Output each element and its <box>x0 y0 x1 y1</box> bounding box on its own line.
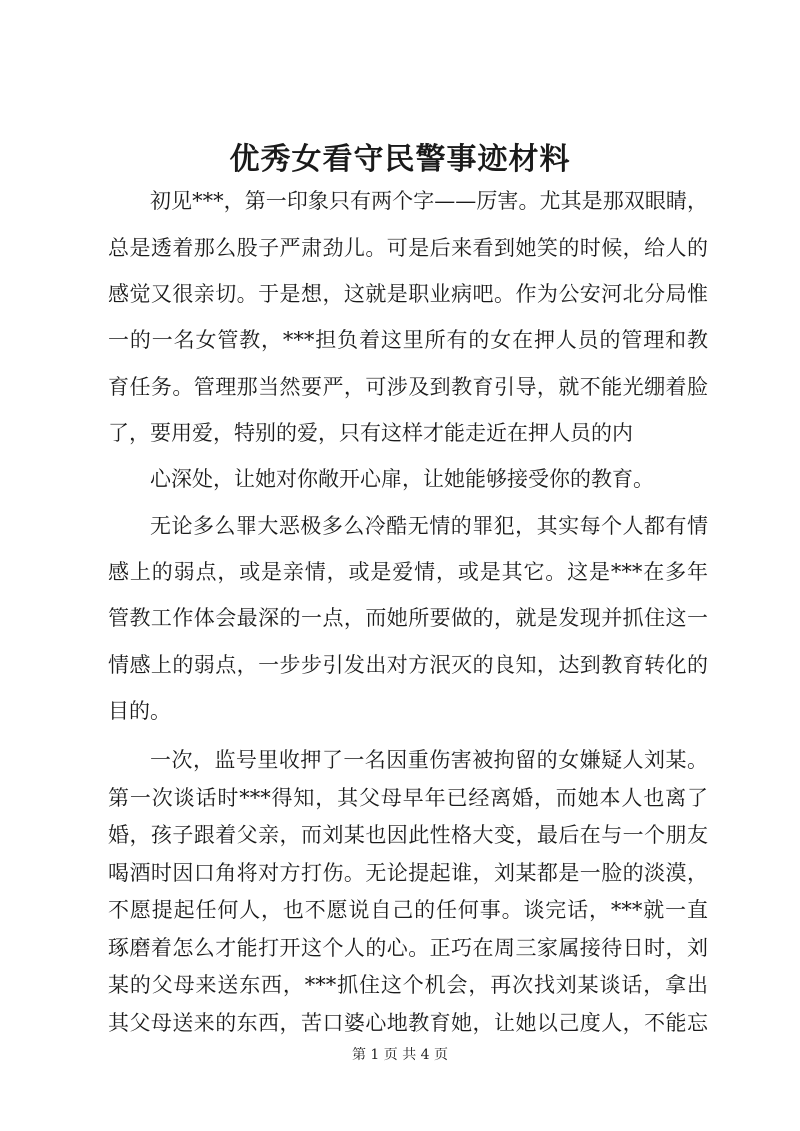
text-line: 目的。 <box>108 699 171 723</box>
text-line: 一的一名女管教，***担负着这里所有的女在押人员的管理和教 <box>108 328 708 352</box>
text-line: 了，要用爱，特别的爱，只有这样才能走近在押人员的内 <box>108 421 633 445</box>
text-line: 管教工作体会最深的一点，而她所要做的，就是发现并抓住这一 <box>108 606 708 630</box>
text-line: 情感上的弱点，一步步引发出对方泯灭的良知，达到教育转化的 <box>108 653 708 677</box>
text-line: 总是透着那么股子严肃劲儿。可是后来看到她笑的时候，给人的 <box>108 236 708 260</box>
text-line: 某的父母来送东西，***抓住这个机会，再次找刘某谈话，拿出 <box>108 973 708 997</box>
text-line: 育任务。管理那当然要严，可涉及到教育引导，就不能光绷着脸 <box>108 375 708 399</box>
text-line: 琢磨着怎么才能打开这个人的心。正巧在周三家属接待日时，刘 <box>108 935 708 960</box>
text-line: 一次，监号里收押了一名因重伤害被拘留的女嫌疑人刘某。 <box>150 748 708 772</box>
text-line: 心深处，让她对你敞开心扉，让她能够接受你的教育。 <box>150 467 654 491</box>
text-line: 感上的弱点，或是亲情，或是爱情，或是其它。这是***在多年 <box>108 560 708 584</box>
document-title: 优秀女看守民警事迹材料 <box>229 142 571 177</box>
page-footer: 第 1 页 共 4 页 <box>351 1047 449 1063</box>
text-line: 初见***，第一印象只有两个字——厉害。尤其是那双眼睛， <box>150 189 708 213</box>
text-line: 婚，孩子跟着父亲，而刘某也因此性格大变，最后在与一个朋友 <box>108 823 708 847</box>
text-line: 喝酒时因口角将对方打伤。无论提起谁，刘某都是一脸的淡漠， <box>108 860 708 885</box>
text-line: 其父母送来的东西，苦口婆心地教育她，让她以己度人，不能忘 <box>108 1010 708 1035</box>
text-line: 感觉又很亲切。于是想，这就是职业病吧。作为公安河北分局惟 <box>108 282 708 306</box>
text-line: 无论多么罪大恶极多么冷酷无情的罪犯，其实每个人都有情 <box>150 514 708 538</box>
text-line: 第一次谈话时***得知，其父母早年已经离婚，而她本人也离了 <box>108 785 708 810</box>
text-line: 不愿提起任何人，也不愿说自己的任何事。谈完话，***就一直 <box>108 898 708 922</box>
